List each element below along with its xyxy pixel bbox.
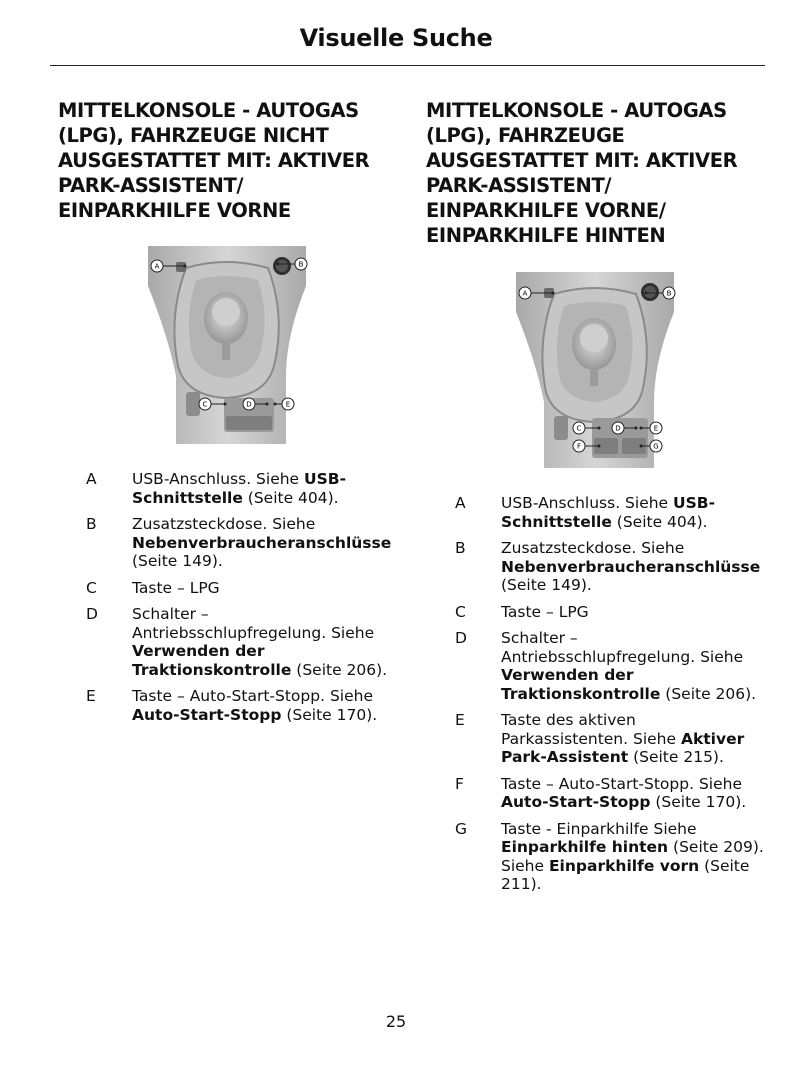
legend-text: Taste – LPG (501, 602, 589, 621)
legend-text: Zusatzsteckdose. Siehe Nebenverbraucheranschlüsse (Seite 149). (501, 539, 761, 594)
legend-item (86, 605, 396, 679)
right-heading-line: AUSGESTATTET MIT: AKTIVER (426, 149, 738, 172)
legend-letter: D (86, 605, 98, 623)
callout-e (638, 420, 672, 439)
legend-text: Taste – LPG (132, 578, 220, 597)
legend-item (455, 539, 765, 595)
right-heading-line: PARK-ASSISTENT/ (426, 174, 612, 197)
callout-c (572, 420, 602, 439)
right-heading-line: EINPARKHILFE VORNE/ (426, 199, 666, 222)
callout-g-label: G (653, 442, 659, 451)
legend-text: USB-Anschluss. Siehe USB-Schnittstelle (Seite 404). (501, 494, 716, 531)
cross-reference-link[interactable]: Einparkhilfe vorn (548, 856, 700, 875)
callout-b-label: B (298, 260, 304, 269)
callout-c (198, 396, 228, 415)
cross-reference-link[interactable]: Verwenden der Traktionskontrolle (501, 666, 661, 703)
legend-text: Taste - Einparkhilfe Siehe Einparkhilfe hinten (Seite 209). Siehe Einparkhilfe vorn (Seite 211). (501, 819, 764, 893)
legend-text: Taste – Auto-Start-Stopp. Siehe Auto-Start-Stopp (Seite 170). (132, 687, 378, 724)
callout-a (518, 285, 558, 304)
callout-a-label: A (154, 262, 160, 271)
legend-letter: G (455, 819, 468, 838)
legend-text: Zusatzsteckdose. Siehe Nebenverbraucheranschlüsse (Seite 149). (132, 515, 392, 570)
legend-item (86, 579, 396, 598)
legend-letter: E (86, 687, 96, 705)
cross-reference-link[interactable]: Auto-Start-Stopp (501, 793, 651, 811)
legend-letter: A (86, 470, 97, 488)
callout-c-label: C (202, 400, 208, 409)
callout-g (638, 438, 672, 457)
legend-item (86, 687, 396, 724)
cross-reference-link[interactable]: Einparkhilfe hinten (501, 838, 669, 856)
legend-letter: C (86, 578, 97, 597)
callout-d-label: D (246, 400, 252, 409)
right-heading-line: (LPG), FAHRZEUGE (426, 124, 625, 147)
cross-reference-link[interactable]: Nebenverbraucheranschlüsse (132, 533, 392, 552)
callout-b (274, 256, 308, 275)
legend-item (86, 515, 396, 571)
right-section (426, 98, 771, 248)
page-number: 25 (385, 1012, 407, 1031)
callout-e-label: E (653, 424, 659, 433)
legend-item (455, 629, 765, 703)
legend-item (455, 711, 765, 767)
legend-letter: E (455, 711, 465, 729)
legend-item (455, 775, 765, 812)
legend-letter: B (455, 539, 466, 557)
callout-d (240, 396, 270, 415)
legend-letter: C (455, 602, 466, 621)
right-heading-line: MITTELKONSOLE - AUTOGAS (426, 99, 727, 122)
left-heading-line: MITTELKONSOLE - AUTOGAS (58, 99, 359, 122)
left-heading (58, 98, 403, 223)
callout-f (572, 438, 602, 457)
legend-letter: D (455, 629, 467, 647)
callout-e (272, 396, 302, 415)
callout-e-label: E (285, 400, 291, 409)
legend-letter: F (455, 774, 464, 793)
left-heading-line: PARK-ASSISTENT/ (58, 174, 244, 197)
legend-text: Taste des aktiven Parkassistenten. Siehe Aktiver Park-Assistent (Seite 215). (501, 711, 745, 766)
cross-reference-link[interactable]: Verwenden der Traktionskontrolle (132, 642, 292, 679)
legend-letter: A (455, 494, 466, 512)
left-heading-line: EINPARKHILFE VORNE (58, 199, 291, 222)
callout-d-label: D (615, 424, 621, 433)
legend-text: Taste – Auto-Start-Stopp. Siehe Auto-Start-Stopp (Seite 170). (501, 774, 747, 811)
left-section (58, 98, 403, 223)
legend-text: Schalter – Antriebsschlupfregelung. Siehe Verwenden der Traktionskontrolle (Seite 206). (501, 629, 757, 703)
page-title: Visuelle Suche (299, 24, 493, 52)
right-console-illustration (514, 272, 676, 468)
legend-item (455, 820, 765, 894)
legend-item (86, 470, 396, 507)
cross-reference-link[interactable]: Aktiver Park-Assistent (501, 729, 745, 766)
callout-b-label: B (666, 289, 672, 298)
left-legend (86, 470, 396, 732)
left-console-illustration (146, 246, 308, 444)
left-heading-line: AUSGESTATTET MIT: AKTIVER (58, 149, 370, 172)
callout-d (609, 420, 639, 439)
callout-a (150, 258, 190, 277)
legend-text: USB-Anschluss. Siehe USB-Schnittstelle (Seite 404). (132, 470, 347, 507)
right-heading (426, 98, 771, 248)
callout-f-label: F (576, 442, 582, 451)
legend-item (455, 603, 765, 622)
legend-item (455, 494, 765, 531)
callout-c-label: C (576, 424, 582, 433)
header-divider (50, 65, 765, 66)
left-heading-line: (LPG), FAHRZEUGE NICHT (58, 124, 329, 147)
legend-letter: B (86, 515, 97, 533)
callout-a-label: A (522, 289, 528, 298)
right-legend (455, 494, 765, 902)
cross-reference-link[interactable]: USB-Schnittstelle (132, 470, 347, 507)
legend-text: Schalter – Antriebsschlupfregelung. Siehe Verwenden der Traktionskontrolle (Seite 206). (132, 605, 388, 679)
callout-b (642, 285, 676, 304)
cross-reference-link[interactable]: Auto-Start-Stopp (132, 705, 282, 724)
cross-reference-link[interactable]: USB-Schnittstelle (501, 494, 716, 531)
right-heading-line: EINPARKHILFE HINTEN (426, 224, 666, 247)
cross-reference-link[interactable]: Nebenverbraucheranschlüsse (501, 557, 761, 576)
